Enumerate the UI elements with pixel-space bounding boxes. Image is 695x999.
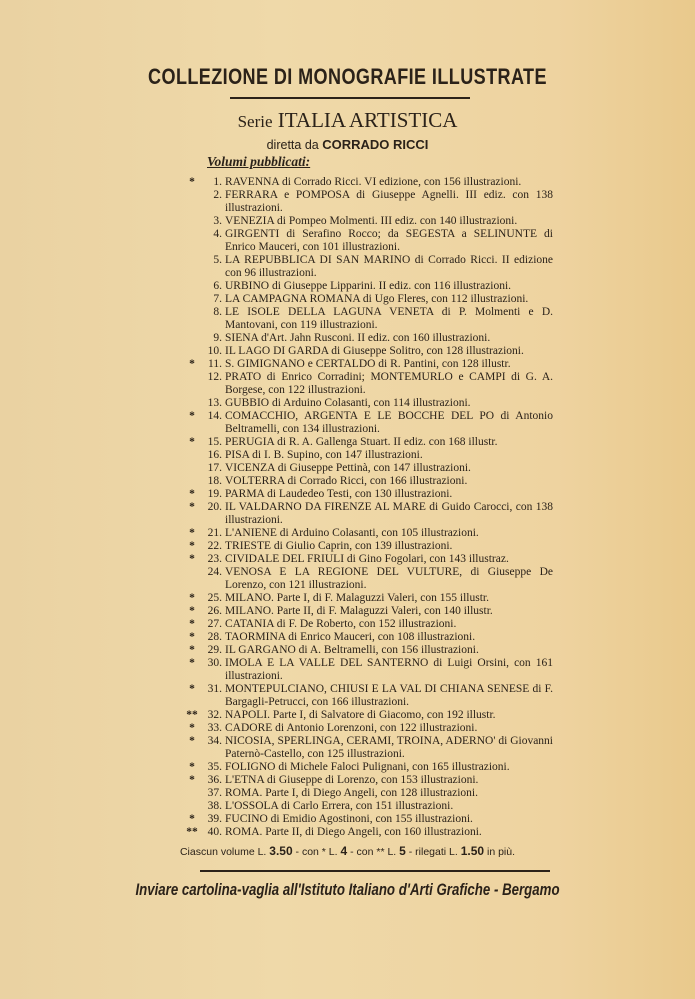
volume-number: 36.: [207, 774, 222, 786]
price-value: 3.50: [269, 844, 293, 858]
volume-number: 39.: [207, 813, 222, 825]
volume-number: 5.: [213, 254, 222, 266]
volume-number: 38.: [207, 800, 222, 812]
volume-description: LA REPUBBLICA DI SAN MARINO di Corrado Ricci. II edizione con 96 illustrazioni.: [225, 254, 553, 279]
price-marker: *: [189, 436, 195, 448]
volume-number: 7.: [213, 293, 222, 305]
list-item: [0, 813, 695, 826]
list-item: [0, 410, 695, 436]
volume-number: 25.: [207, 592, 222, 604]
volume-description: PISA di I. B. Supino, con 147 illustrazioni.: [225, 449, 423, 461]
list-item: [0, 722, 695, 735]
list-item: [0, 332, 695, 345]
price-text: - con * L.: [295, 846, 338, 858]
list-item: [0, 436, 695, 449]
price-marker: *: [189, 605, 195, 617]
volume-number: 4.: [213, 228, 222, 240]
volume-number: 8.: [213, 306, 222, 318]
volume-description: L'ANIENE di Arduino Colasanti, con 105 illustrazioni.: [225, 527, 479, 539]
volume-number: 29.: [207, 644, 222, 656]
price-text: - rilegati L.: [408, 846, 458, 858]
series-title: [0, 108, 695, 133]
footer-rule: [200, 870, 550, 872]
volume-description: FOLIGNO di Michele Faloci Pulignani, con 165 illustrazioni.: [225, 761, 510, 773]
price-marker: *: [189, 722, 195, 734]
price-marker: *: [189, 410, 195, 422]
price-marker: *: [189, 735, 195, 747]
list-item: [0, 631, 695, 644]
volume-description: LA CAMPAGNA ROMANA di Ugo Fleres, con 112 illustrazioni.: [225, 293, 529, 305]
volume-number: 28.: [207, 631, 222, 643]
price-marker: *: [189, 488, 195, 500]
volume-description: IMOLA E LA VALLE DEL SANTERNO di Luigi Orsini, con 161 illustrazioni.: [225, 657, 553, 682]
volume-description: VOLTERRA di Corrado Ricci, con 166 illustrazioni.: [225, 475, 468, 487]
volume-description: L'OSSOLA di Carlo Errera, con 151 illustrazioni.: [225, 800, 454, 812]
volume-list: [0, 176, 695, 839]
list-item: [0, 371, 695, 397]
series-name: ITALIA ARTISTICA: [277, 108, 458, 132]
price-marker: *: [189, 358, 195, 370]
list-item: [0, 683, 695, 709]
volume-description: FERRARA e POMPOSA di Giuseppe Agnelli. III ediz. con 138 illustrazioni.: [225, 189, 553, 214]
volume-number: 19.: [207, 488, 222, 500]
price-marker: *: [189, 644, 195, 656]
volume-number: 34.: [207, 735, 222, 747]
volume-description: VENEZIA di Pompeo Molmenti. III ediz. con 140 illustrazioni.: [225, 215, 518, 227]
volume-description: SIENA d'Art. Jahn Rusconi. II ediz. con 160 illustrazioni.: [225, 332, 491, 344]
price-marker: *: [189, 553, 195, 565]
volume-number: 24.: [207, 566, 222, 578]
volume-description: IL LAGO DI GARDA di Giuseppe Solitro, con 128 illustrazioni.: [225, 345, 524, 357]
volume-number: 17.: [207, 462, 222, 474]
price-marker: *: [189, 657, 195, 669]
price-line: [0, 844, 695, 858]
list-item: [0, 488, 695, 501]
volume-description: GUBBIO di Arduino Colasanti, con 114 illustrazioni.: [225, 397, 471, 409]
list-item: [0, 293, 695, 306]
volume-description: S. GIMIGNANO e CERTALDO di R. Pantini, con 128 illustr.: [225, 358, 511, 370]
price-text: Ciascun volume L.: [179, 846, 267, 858]
list-item: [0, 787, 695, 800]
volume-number: 22.: [207, 540, 222, 552]
volume-description: URBINO di Giuseppe Lipparini. II ediz. con 116 illustrazioni.: [225, 280, 512, 292]
list-item: [0, 215, 695, 228]
price-marker: *: [189, 774, 195, 786]
volume-description: FUCINO di Emidio Agostinoni, con 155 illustrazioni.: [225, 813, 473, 825]
volume-number: 30.: [207, 657, 222, 669]
list-item: [0, 475, 695, 488]
list-item: [0, 735, 695, 761]
volume-description: TAORMINA di Enrico Mauceri, con 108 illustrazioni.: [225, 631, 476, 643]
volume-number: 23.: [207, 553, 222, 565]
volume-description: VENOSA E LA REGIONE DEL VULTURE, di Giuseppe De Lorenzo, con 121 illustrazioni.: [225, 566, 553, 591]
volume-description: NICOSIA, SPERLINGA, CERAMI, TROINA, ADERNO' di Giovanni Paternò-Castello, con 125 illustrazioni.: [225, 735, 553, 760]
list-item: [0, 566, 695, 592]
volume-number: 9.: [213, 332, 222, 344]
list-item: [0, 527, 695, 540]
volume-number: 35.: [207, 761, 222, 773]
volume-description: TRIESTE di Giulio Caprin, con 139 illustrazioni.: [225, 540, 453, 552]
volume-number: 40.: [207, 826, 222, 838]
list-item: [0, 449, 695, 462]
volume-number: 15.: [207, 436, 222, 448]
volume-description: PARMA di Laudedeo Testi, con 130 illustrazioni.: [225, 488, 453, 500]
volume-number: 13.: [207, 397, 222, 409]
price-marker: *: [189, 527, 195, 539]
volume-description: IL GARGANO di A. Beltramelli, con 156 illustrazioni.: [225, 644, 479, 656]
ordering-note: Inviare cartolina-vaglia all'Istituto Italiano d'Arti Grafiche - Bergamo: [135, 880, 560, 899]
volume-number: 31.: [207, 683, 222, 695]
volume-number: 20.: [207, 501, 222, 513]
volume-description: NAPOLI. Parte I, di Salvatore di Giacomo, con 192 illustr.: [225, 709, 496, 721]
volume-number: 37.: [207, 787, 222, 799]
volume-description: COMACCHIO, ARGENTA E LE BOCCHE DEL PO di Antonio Beltramelli, con 134 illustrazioni.: [225, 410, 553, 435]
price-text: - con ** L.: [350, 846, 397, 858]
list-item: [0, 605, 695, 618]
volume-number: 16.: [207, 449, 222, 461]
volume-number: 12.: [207, 371, 222, 383]
volume-number: 10.: [207, 345, 222, 357]
volume-description: MILANO. Parte II, di F. Malaguzzi Valeri, con 140 illustr.: [225, 605, 493, 617]
list-item: [0, 176, 695, 189]
price-value: 4: [340, 844, 348, 858]
volume-description: GIRGENTI di Serafino Rocco; da SEGESTA a SELINUNTE di Enrico Mauceri, con 101 illustrazioni.: [225, 228, 553, 253]
list-item: [0, 553, 695, 566]
list-item: [0, 644, 695, 657]
price-marker: **: [186, 826, 198, 838]
volume-description: IL VALDARNO DA FIRENZE AL MARE di Guido Carocci, con 138 illustrazioni.: [225, 501, 553, 526]
list-item: [0, 254, 695, 280]
volume-number: 14.: [207, 410, 222, 422]
list-item: [0, 306, 695, 332]
list-item: [0, 462, 695, 475]
list-item: [0, 761, 695, 774]
director-line: [0, 137, 695, 152]
price-marker: *: [189, 813, 195, 825]
director-name: CORRADO RICCI: [322, 137, 429, 152]
volume-description: PERUGIA di R. A. Gallenga Stuart. II ediz. con 168 illustr.: [225, 436, 498, 448]
volume-description: RAVENNA di Corrado Ricci. VI edizione, con 156 illustrazioni.: [225, 176, 522, 188]
volume-number: 32.: [207, 709, 222, 721]
volume-description: LE ISOLE DELLA LAGUNA VENETA di P. Molmenti e D. Mantovani, con 119 illustrazioni.: [225, 306, 553, 331]
volume-description: PRATO di Enrico Corradini; MONTEMURLO e CAMPI di G. A. Borgese, con 122 illustrazioni.: [225, 371, 553, 396]
list-item: [0, 189, 695, 215]
volume-description: MILANO. Parte I, di F. Malaguzzi Valeri, con 155 illustr.: [225, 592, 489, 604]
price-text: in più.: [486, 846, 516, 858]
collection-header: COLLEZIONE DI MONOGRAFIE ILLUSTRATE: [148, 64, 547, 89]
price-value: 1.50: [460, 844, 485, 858]
list-item: [0, 592, 695, 605]
volume-number: 21.: [207, 527, 222, 539]
list-item: [0, 540, 695, 553]
price-marker: *: [189, 540, 195, 552]
price-marker: *: [189, 618, 195, 630]
list-item: [0, 358, 695, 371]
list-item: [0, 709, 695, 722]
volume-description: L'ETNA di Giuseppe di Lorenzo, con 153 illustrazioni.: [225, 774, 479, 786]
price-marker: *: [189, 761, 195, 773]
volume-number: 11.: [208, 358, 222, 370]
volume-number: 2.: [213, 189, 222, 201]
section-label: Volumi pubblicati:: [207, 154, 311, 169]
volume-number: 6.: [213, 280, 222, 292]
list-item: [0, 228, 695, 254]
price-marker: *: [189, 176, 195, 188]
price-marker: *: [189, 592, 195, 604]
list-item: [0, 345, 695, 358]
price-marker: **: [186, 709, 198, 721]
list-item: [0, 826, 695, 839]
volume-number: 3.: [213, 215, 222, 227]
volume-number: 33.: [207, 722, 222, 734]
list-item: [0, 800, 695, 813]
list-item: [0, 280, 695, 293]
price-value: 5: [399, 844, 406, 858]
series-prefix: Serie: [237, 112, 273, 131]
list-item: [0, 774, 695, 787]
volume-description: ROMA. Parte II, di Diego Angeli, con 160 illustrazioni.: [225, 826, 482, 838]
list-item: [0, 501, 695, 527]
volume-number: 1.: [213, 176, 222, 188]
director-label: diretta da: [266, 138, 319, 152]
volume-number: 26.: [207, 605, 222, 617]
price-marker: *: [189, 683, 195, 695]
list-item: [0, 657, 695, 683]
list-item: [0, 618, 695, 631]
list-item: [0, 397, 695, 410]
volume-description: CADORE di Antonio Lorenzoni, con 122 illustrazioni.: [225, 722, 478, 734]
volume-description: ROMA. Parte I, di Diego Angeli, con 128 illustrazioni.: [225, 787, 478, 799]
volume-description: VICENZA di Giuseppe Pettinà, con 147 illustrazioni.: [225, 462, 471, 474]
price-marker: *: [189, 501, 195, 513]
volume-description: CIVIDALE DEL FRIULI di Gino Fogolari, con 143 illustraz.: [225, 553, 509, 565]
volume-description: CATANIA di F. De Roberto, con 152 illustrazioni.: [225, 618, 457, 630]
price-marker: *: [189, 631, 195, 643]
volume-description: MONTEPULCIANO, CHIUSI E LA VAL DI CHIANA SENESE di F. Bargagli-Petrucci, con 166 illustrazioni.: [225, 683, 553, 708]
volume-number: 18.: [207, 475, 222, 487]
header-rule: [230, 97, 470, 99]
volume-number: 27.: [207, 618, 222, 630]
